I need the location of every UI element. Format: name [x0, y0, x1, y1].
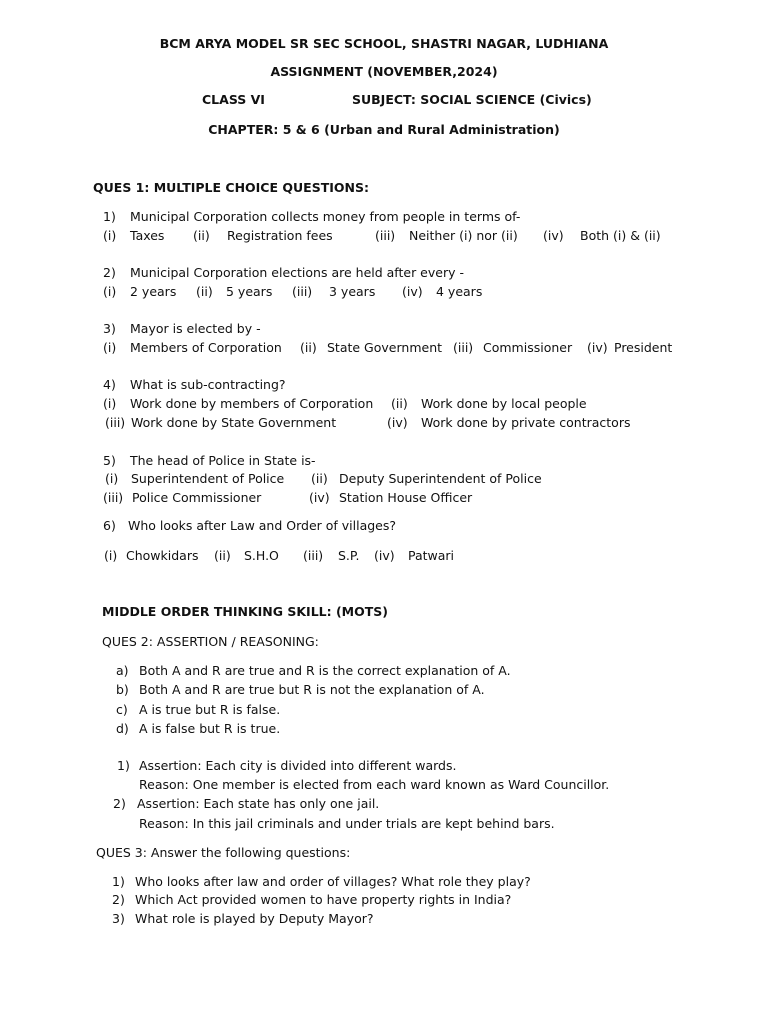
mcq-q6-text: Who looks after Law and Order of villages?: [128, 518, 397, 533]
mcq-q5-opt3-label: (iii): [103, 490, 124, 505]
mcq-q4-opt2-label: (ii): [391, 396, 408, 411]
mcq-q2-number: 2): [103, 265, 116, 280]
mcq-q6-opt1-text: Chowkidars: [126, 548, 199, 563]
ar-choice-d-label: d): [116, 721, 129, 736]
mcq-q2-opt1-label: (i): [103, 284, 117, 299]
mcq-q2-opt2-label: (ii): [196, 284, 213, 299]
mcq-q3-opt3-text: Commissioner: [483, 340, 573, 355]
ques3-heading: QUES 3: Answer the following questions:: [96, 845, 351, 860]
mcq-q6-opt3-text: S.P.: [338, 548, 360, 563]
mcq-q5-text: The head of Police in State is-: [130, 453, 316, 468]
mcq-q1-number: 1): [103, 209, 116, 224]
mots-heading: MIDDLE ORDER THINKING SKILL: (MOTS): [102, 604, 388, 619]
chapter-label: CHAPTER: 5 & 6 (Urban and Rural Administration): [208, 122, 560, 137]
mcq-q2-opt4-text: 4 years: [436, 284, 483, 299]
ar-item1-assertion: Assertion: Each city is divided into different wards.: [139, 758, 457, 773]
mcq-q3-opt4-label: (iv): [587, 340, 608, 355]
assignment-title: ASSIGNMENT (NOVEMBER,2024): [270, 64, 498, 79]
mcq-q6-opt1-label: (i): [104, 548, 118, 563]
mcq-q1-opt2-text: Registration fees: [227, 228, 333, 243]
mcq-q1-opt1-text: Taxes: [130, 228, 165, 243]
ar-choice-c-label: c): [116, 702, 128, 717]
ques2-heading: QUES 2: ASSERTION / REASONING:: [102, 634, 319, 649]
mcq-q5-opt1-label: (i): [105, 471, 119, 486]
mcq-q1-opt3-label: (iii): [375, 228, 396, 243]
ques3-q2-number: 2): [112, 892, 125, 907]
mcq-q4-opt4-label: (iv): [387, 415, 408, 430]
mcq-q5-opt1-text: Superintendent of Police: [131, 471, 285, 486]
mcq-q6-opt2-text: S.H.O: [244, 548, 279, 563]
mcq-q1-opt1-label: (i): [103, 228, 117, 243]
mcq-q4-opt3-text: Work done by State Government: [131, 415, 337, 430]
mcq-q4-opt2-text: Work done by local people: [421, 396, 587, 411]
mcq-q4-opt1-label: (i): [103, 396, 117, 411]
mcq-q2-opt3-label: (iii): [292, 284, 313, 299]
ar-item2-reason: Reason: In this jail criminals and under trials are kept behind bars.: [139, 816, 555, 831]
mcq-q1-opt3-text: Neither (i) nor (ii): [409, 228, 518, 243]
mcq-q3-opt2-text: State Government: [327, 340, 443, 355]
ar-item1-number: 1): [117, 758, 130, 773]
mcq-q1-opt4-label: (iv): [543, 228, 564, 243]
ques3-q3-text: What role is played by Deputy Mayor?: [135, 911, 374, 926]
ques3-q1-number: 1): [112, 874, 125, 889]
class-label: CLASS VI: [202, 92, 265, 107]
mcq-q3-opt1-text: Members of Corporation: [130, 340, 282, 355]
mcq-q3-opt1-label: (i): [103, 340, 117, 355]
mcq-q6-opt4-text: Patwari: [408, 548, 455, 563]
ar-choice-a-label: a): [116, 663, 129, 678]
mcq-q4-opt1-text: Work done by members of Corporation: [130, 396, 374, 411]
mcq-q2-text: Municipal Corporation elections are held after every -: [130, 265, 464, 280]
school-name: BCM ARYA MODEL SR SEC SCHOOL, SHASTRI NAGAR, LUDHIANA: [159, 36, 609, 51]
ar-choice-b-label: b): [116, 682, 129, 697]
mcq-q3-opt2-label: (ii): [300, 340, 317, 355]
ques3-q1-text: Who looks after law and order of villages? What role they play?: [135, 874, 531, 889]
mcq-q2-opt2-text: 5 years: [226, 284, 273, 299]
mcq-q3-text: Mayor is elected by -: [130, 321, 261, 336]
mcq-q3-opt3-label: (iii): [453, 340, 474, 355]
mcq-q1-opt4-text: Both (i) & (ii): [580, 228, 661, 243]
ar-choice-a-text: Both A and R are true and R is the correct explanation of A.: [139, 663, 511, 678]
ar-choice-b-text: Both A and R are true but R is not the explanation of A.: [139, 682, 485, 697]
mcq-q2-opt1-text: 2 years: [130, 284, 177, 299]
mcq-q1-opt2-label: (ii): [193, 228, 210, 243]
mcq-q2-opt4-label: (iv): [402, 284, 423, 299]
mcq-q4-opt3-label: (iii): [105, 415, 126, 430]
mcq-q1-text: Municipal Corporation collects money from people in terms of-: [130, 209, 521, 224]
ar-item2-assertion: Assertion: Each state has only one jail.: [137, 796, 380, 811]
ar-choice-c-text: A is true but R is false.: [139, 702, 281, 717]
mcq-q2-opt3-text: 3 years: [329, 284, 376, 299]
ques3-q2-text: Which Act provided women to have property rights in India?: [135, 892, 512, 907]
mcq-q5-opt2-label: (ii): [311, 471, 328, 486]
mcq-q6-opt4-label: (iv): [374, 548, 395, 563]
mcq-q5-opt2-text: Deputy Superintendent of Police: [339, 471, 542, 486]
mcq-q5-opt4-label: (iv): [309, 490, 330, 505]
mcq-q3-opt4-text: President: [614, 340, 673, 355]
mcq-heading: QUES 1: MULTIPLE CHOICE QUESTIONS:: [93, 180, 369, 195]
mcq-q5-opt4-text: Station House Officer: [339, 490, 473, 505]
mcq-q5-number: 5): [103, 453, 116, 468]
subject-label: SUBJECT: SOCIAL SCIENCE (Civics): [352, 92, 592, 107]
ar-item2-number: 2): [113, 796, 126, 811]
mcq-q5-opt3-text: Police Commissioner: [132, 490, 262, 505]
mcq-q4-text: What is sub-contracting?: [130, 377, 286, 392]
mcq-q4-number: 4): [103, 377, 116, 392]
ques3-q3-number: 3): [112, 911, 125, 926]
mcq-q3-number: 3): [103, 321, 116, 336]
mcq-q6-opt2-label: (ii): [214, 548, 231, 563]
ar-choice-d-text: A is false but R is true.: [139, 721, 281, 736]
mcq-q6-opt3-label: (iii): [303, 548, 324, 563]
mcq-q4-opt4-text: Work done by private contractors: [421, 415, 631, 430]
mcq-q6-number: 6): [103, 518, 116, 533]
ar-item1-reason: Reason: One member is elected from each ward known as Ward Councillor.: [139, 777, 610, 792]
